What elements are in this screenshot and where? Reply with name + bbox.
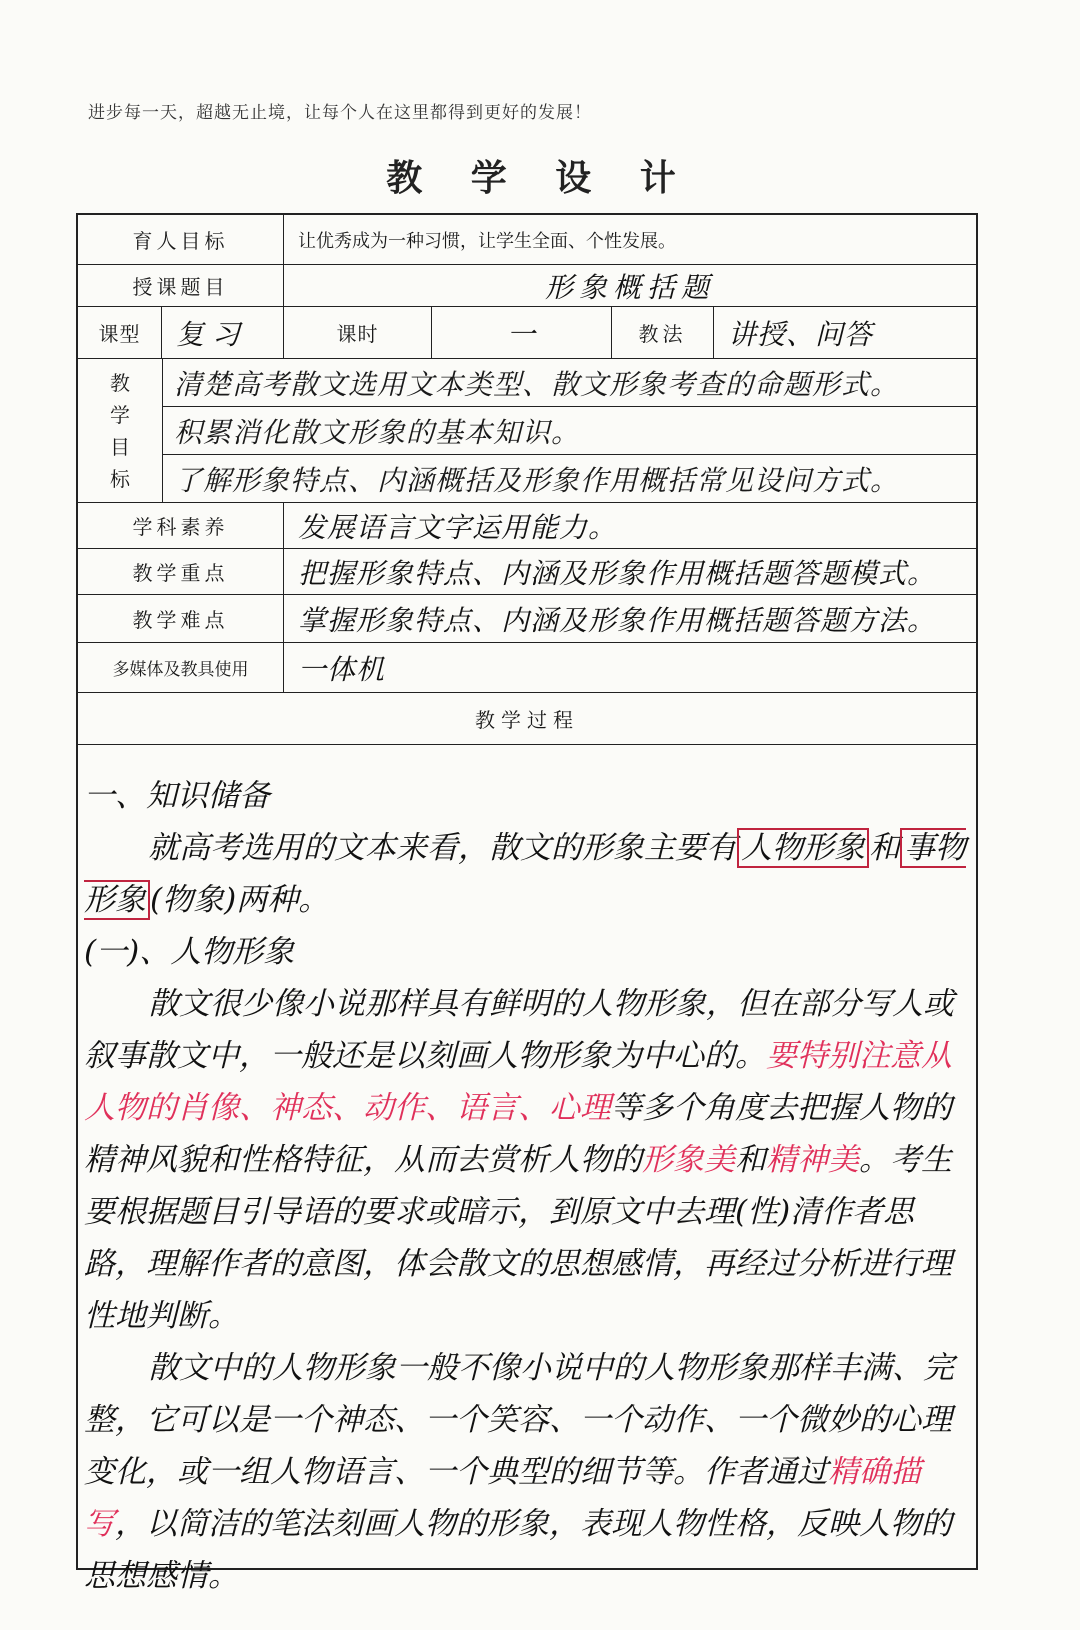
row-course-info bbox=[78, 307, 976, 359]
method-label: 教法 bbox=[612, 307, 714, 358]
teaching-goal-item: 积累消化散文形象的基本知识。 bbox=[162, 407, 976, 455]
section-heading: 一、知识储备 bbox=[84, 778, 270, 814]
row-key-points bbox=[78, 549, 976, 595]
period-value: 一 bbox=[432, 307, 612, 358]
process-body bbox=[78, 760, 976, 1602]
row-process-header bbox=[78, 693, 976, 745]
subsection-heading: (一)、人物形象 bbox=[84, 934, 295, 970]
teaching-goals-label-char: 标 bbox=[110, 466, 130, 491]
paragraph-text: 和 bbox=[735, 1142, 766, 1178]
row-topic bbox=[78, 265, 976, 307]
paragraph-1 bbox=[84, 822, 970, 926]
paragraph-text: 和 bbox=[869, 830, 900, 866]
paragraph-text: 散文中的人物形象一般不像小说中的人物形象那样丰满、完整，它可以是一个神态、一个笑容、一个动作、一个微妙的心理变化，或一组人物语言、一个典型的细节等。作者通过 bbox=[84, 1350, 954, 1490]
page-title: 教 学 设 计 bbox=[386, 157, 694, 199]
boxed-term: 人物形象 bbox=[737, 828, 869, 868]
paragraph-text: 等多个角度去把握人物的精神风貌和性格特征，从而去赏析人物的 bbox=[84, 1090, 952, 1178]
header-motto: 进步每一天，超越无止境，让每个人在这里都得到更好的发展！ bbox=[88, 103, 592, 123]
row-literacy bbox=[78, 503, 976, 549]
period-label: 课时 bbox=[284, 307, 432, 358]
course-type-value: 复习 bbox=[162, 307, 284, 358]
key-points-value: 把握形象特点、内涵及形象作用概括题答题模式。 bbox=[298, 556, 937, 590]
row-difficulties bbox=[78, 595, 976, 643]
educate-goal-value: 让优秀成为一种习惯，让学生全面、个性发展。 bbox=[298, 230, 676, 252]
teaching-goals-label-char: 目 bbox=[110, 434, 130, 459]
educate-goal-label: 育人目标 bbox=[78, 215, 284, 264]
media-value: 一体机 bbox=[298, 652, 386, 686]
highlight-text: 精确描写 bbox=[84, 1454, 921, 1542]
row-educate-goal bbox=[78, 215, 976, 265]
highlight-text: 精神美 bbox=[766, 1142, 859, 1178]
paragraph-text: 。考生要根据题目引导语的要求或暗示，到原文中去理(性)清作者思路，理解作者的意图，体会散文的思想感情，再经过分析进行理性地判断。 bbox=[84, 1142, 952, 1334]
teaching-goal-item: 清楚高考散文选用文本类型、散文形象考查的命题形式。 bbox=[162, 359, 976, 407]
paragraph-3 bbox=[84, 1342, 970, 1602]
paragraph-text: ，以简洁的笔法刻画人物的形象，表现人物性格，反映人物的思想感情。 bbox=[84, 1506, 952, 1594]
teaching-goals-label bbox=[78, 359, 163, 502]
teaching-goal-item: 了解形象特点、内涵概括及形象作用概括常见设问方式。 bbox=[174, 464, 900, 497]
boxed-term: 事物形象 bbox=[84, 830, 966, 918]
row-media bbox=[78, 643, 976, 693]
highlight-text: 要特别注意从人物的肖像、神态、动作、语言、心理 bbox=[84, 1038, 952, 1126]
teaching-goals-label-char: 教 bbox=[110, 370, 130, 395]
paragraph-text: 散文很少像小说那样具有鲜明的人物形象，但在部分写人或叙事散文中，一般还是以刻画人物形象为中心的。 bbox=[84, 986, 954, 1074]
literacy-label: 学科素养 bbox=[78, 503, 284, 548]
media-label: 多媒体及教具使用 bbox=[78, 643, 284, 692]
paragraph-text: 就高考选用的文本来看，散文的形象主要有 bbox=[148, 830, 737, 866]
row-teaching-goals bbox=[78, 359, 976, 503]
topic-label: 授课题目 bbox=[78, 265, 284, 306]
paragraph-text: (物象)两种。 bbox=[150, 882, 330, 918]
difficulties-label: 教学难点 bbox=[78, 595, 284, 642]
highlight-text: 形象美 bbox=[642, 1142, 735, 1178]
paragraph-2 bbox=[84, 978, 970, 1342]
teaching-goals-label-char: 学 bbox=[110, 402, 130, 427]
difficulties-value: 掌握形象特点、内涵及形象作用概括题答题方法。 bbox=[298, 603, 937, 637]
process-header: 教学过程 bbox=[475, 708, 579, 732]
topic-value: 形象概括题 bbox=[544, 270, 715, 304]
method-value: 讲授、问答 bbox=[728, 317, 874, 351]
lesson-plan-table bbox=[76, 213, 978, 1594]
course-type-label: 课型 bbox=[78, 307, 162, 358]
key-points-label: 教学重点 bbox=[78, 549, 284, 594]
literacy-value: 发展语言文字运用能力。 bbox=[298, 510, 618, 544]
